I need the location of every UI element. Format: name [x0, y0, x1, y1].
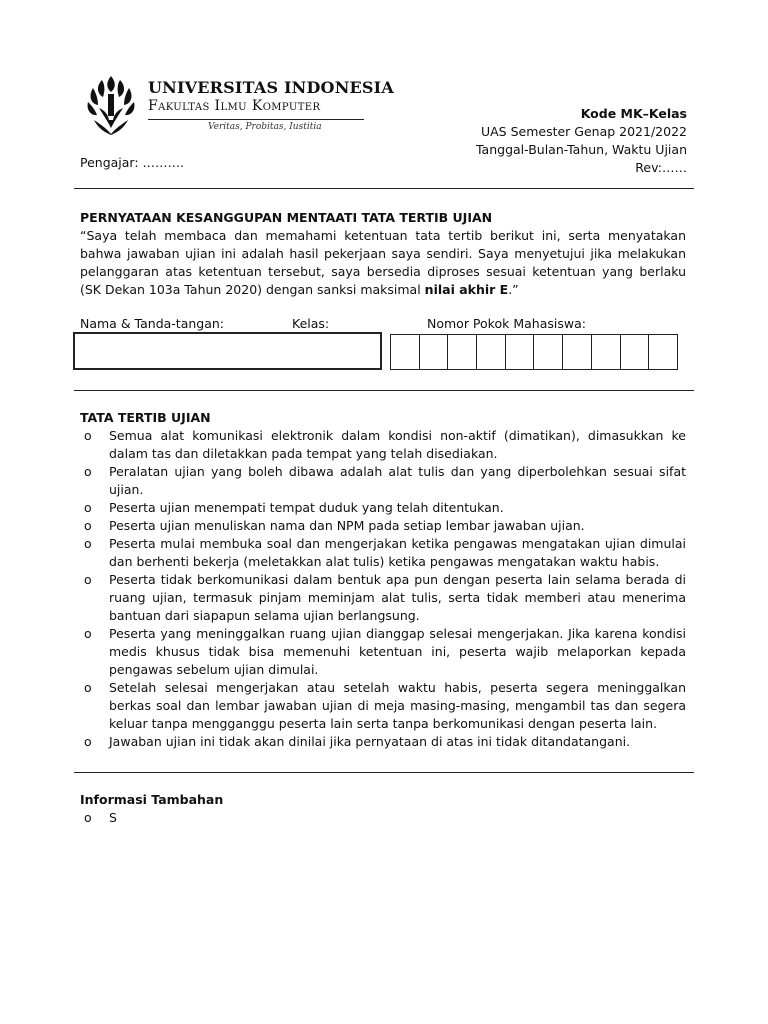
bullet: o: [84, 518, 92, 533]
makara-logo-icon: [84, 72, 138, 136]
npm-grid: [390, 334, 678, 370]
npm-digit-box[interactable]: [476, 334, 506, 370]
list-item: [80, 517, 686, 535]
extra-info-section: [80, 791, 686, 827]
list-item: [80, 571, 686, 625]
rules-list: [80, 427, 686, 751]
logo-divider: [148, 119, 364, 120]
class-label: Kelas:: [292, 316, 330, 331]
bullet: o: [84, 500, 92, 515]
university-name: UNIVERSITAS INDONESIA: [148, 78, 394, 97]
university-motto: Veritas, Probitas, Iustitia: [208, 122, 322, 132]
list-item: [80, 499, 686, 517]
bullet: o: [84, 464, 92, 479]
faculty-name: Fakultas Ilmu Komputer: [148, 98, 321, 114]
rule-text: Peserta ujian menempati tempat duduk yang telah ditentukan.: [109, 500, 504, 515]
bullet: o: [84, 810, 92, 825]
extra-info-list: [80, 809, 686, 827]
list-item: [80, 463, 686, 499]
rule-text: Jawaban ujian ini tidak akan dinilai jika pernyataan di atas ini tidak ditandatangani.: [109, 734, 631, 749]
exam-info: [476, 105, 687, 177]
rule-text: Peserta tidak berkomunikasi dalam bentuk apa pun dengan peserta lain selama berada di ruang ujian, termasuk pinjam meminjam alat tulis, serta tidak memberi atau menerima bantuan dari siapapun selama ujian berlangsung.: [109, 572, 686, 623]
npm-digit-box[interactable]: [419, 334, 449, 370]
statement-text: [80, 227, 686, 299]
bullet: o: [84, 626, 92, 641]
statement-main: “Saya telah membaca dan memahami ketentuan tata tertib berikut ini, serta menyatakan bahwa jawaban ujian ini adalah hasil pekerjaan saya sendiri. Saya menyetujui jika melakukan pelanggaran atas ketentuan tersebut, saya bersedia diproses sesuai ketentuan yang berlaku (SK Dekan 103a Tahun 2020) dengan sanksi maksimal: [80, 228, 686, 297]
exam-datetime: Tanggal-Bulan-Tahun, Waktu Ujian: [475, 142, 687, 157]
rule-text: Peralatan ujian yang boleh dibawa adalah alat tulis dan yang diperbolehkan sesuai sifat ujian.: [109, 464, 686, 497]
extra-info-text: S: [109, 810, 117, 825]
npm-digit-box[interactable]: [562, 334, 592, 370]
list-item: [80, 733, 686, 751]
divider-bottom: [74, 772, 694, 773]
rules-title: TATA TERTIB UJIAN: [80, 410, 211, 425]
npm-digit-box[interactable]: [390, 334, 420, 370]
university-logo-block: [84, 72, 394, 142]
exam-semester: UAS Semester Genap 2021/2022: [480, 124, 687, 139]
list-item: [80, 679, 686, 733]
divider-top: [74, 188, 694, 189]
statement-section: [80, 209, 686, 299]
rule-text: Setelah selesai mengerjakan atau setelah waktu habis, peserta segera meninggalkan berkas soal dan lembar jawaban ujian di meja masing-masing, mengambil tas dan segera keluar tanpa mengganggu peserta lain serta tanpa berkomunikasi dengan peserta lain.: [109, 680, 686, 731]
npm-digit-box[interactable]: [533, 334, 563, 370]
rule-text: Peserta ujian menuliskan nama dan NPM pada setiap lembar jawaban ujian.: [109, 518, 585, 533]
npm-label: Nomor Pokok Mahasiswa:: [427, 316, 586, 331]
npm-digit-box[interactable]: [505, 334, 535, 370]
divider-middle: [74, 390, 694, 391]
statement-end: .”: [508, 282, 519, 297]
list-item: [80, 809, 686, 827]
extra-info-title: Informasi Tambahan: [80, 792, 224, 807]
rule-text: Semua alat komunikasi elektronik dalam kondisi non-aktif (dimatikan), dimasukkan ke dalam tas dan diletakkan pada tempat yang telah disediakan.: [109, 428, 686, 461]
rules-section: [80, 409, 686, 751]
lecturer-field: Pengajar: ……….: [80, 155, 185, 170]
bullet: o: [84, 572, 92, 587]
rule-text: Peserta mulai membuka soal dan mengerjakan ketika pengawas mengatakan ujian dimulai dan berhenti bekerja (meletakkan alat tulis) ketika pengawas mengatakan waktu habis.: [109, 536, 686, 569]
bullet: o: [84, 536, 92, 551]
bullet: o: [84, 734, 92, 749]
npm-digit-box[interactable]: [620, 334, 650, 370]
npm-digit-box[interactable]: [447, 334, 477, 370]
list-item: [80, 625, 686, 679]
npm-digit-box[interactable]: [591, 334, 621, 370]
bullet: o: [84, 680, 92, 695]
list-item: [80, 427, 686, 463]
bullet: o: [84, 428, 92, 443]
rule-text: Peserta yang meninggalkan ruang ujian dianggap selesai mengerjakan. Jika karena kondisi medis khusus tidak bisa memenuhi ketentuan ini, peserta wajib melaporkan kepada pengawas sebelum ujian dimulai.: [109, 626, 686, 677]
statement-penalty: nilai akhir E: [424, 282, 509, 297]
revision: Rev:……: [635, 160, 687, 175]
statement-title: PERNYATAAN KESANGGUPAN MENTAATI TATA TERTIB UJIAN: [80, 210, 493, 225]
npm-digit-box[interactable]: [648, 334, 678, 370]
course-code: Kode MK–Kelas: [580, 106, 687, 121]
name-signature-box[interactable]: [73, 332, 382, 370]
name-signature-label: Nama & Tanda-tangan:: [80, 316, 225, 331]
list-item: [80, 535, 686, 571]
